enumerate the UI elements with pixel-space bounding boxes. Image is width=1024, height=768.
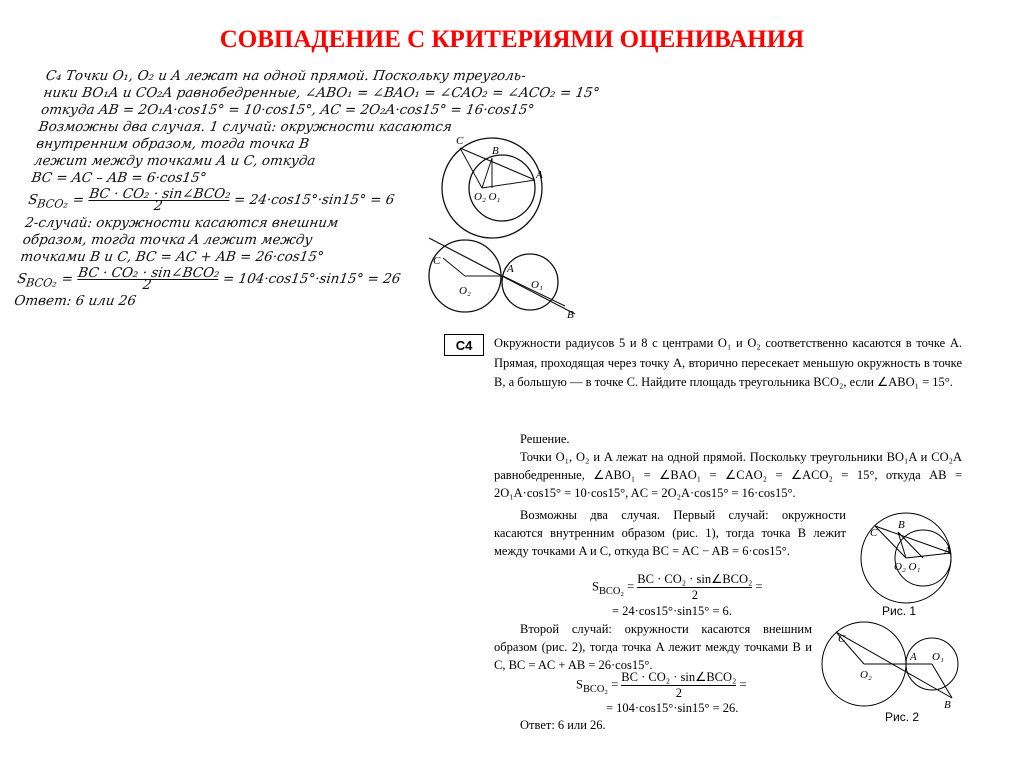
- solution-heading: Решение.: [520, 432, 570, 446]
- task-statement: Окружности радиусов 5 и 8 с центрами O₁ и O₂ соответственно касаются в точке A. Прямая, проходящая через точку A, вторично пересекает меньшую окружность в точке B, а большую — в точке C. Найдите площадь треугольника BCO₂, если ∠ABO₁ = 15°.: [494, 336, 962, 389]
- figure-1-caption: Рис. 1: [882, 604, 917, 618]
- solution-answer: Ответ: 6 или 26.: [520, 718, 606, 732]
- area-formula-2-result: = 104·cos15°·sin15° = 26.: [606, 701, 739, 715]
- hand-answer: Ответ: 6 или 26: [13, 293, 138, 310]
- fig2-label-a: A: [910, 651, 917, 663]
- hand-line: 2-случай: окружности касаются внешним: [24, 214, 340, 231]
- hand-area-formula-2: $S_{BCO_2}$ = $\frac{\text{BC · CO₂ · sin∠BCO₂}}{2}$ = 104·cos15°·sin15° = 26: [16, 264, 402, 293]
- area-formula-2: $S_{BCO_2}$ = BC · CO₂ · sin∠BCO₂ 2 =: [576, 670, 747, 700]
- solution-block-3: [494, 620, 812, 674]
- figure-1: [850, 508, 962, 604]
- hand-fig2-label-o1: O₁: [531, 279, 543, 291]
- hand-figure-1: [430, 130, 555, 240]
- hand-line: Возможны два случая. 1 случай: окружности касаются: [37, 119, 453, 135]
- hand-line: ники BO₁A и CO₂A равнобедренные, ∠ABO₁ = ∠BAO₁ = ∠CAO₂ = ∠ACO₂ = 15°: [42, 85, 601, 101]
- fig2-label-o2: O₂: [860, 669, 872, 681]
- hand-fig2-label-o2: O₂: [459, 285, 471, 297]
- fig2-label-o1: O₁: [932, 651, 944, 663]
- hand-line: лежит между точками A и C, откуда: [32, 153, 317, 169]
- figure-2-caption: Рис. 2: [885, 710, 920, 724]
- solution-paragraph-3: Второй случай: окружности касаются внешним образом (рис. 2), тогда точка A лежит между точками B и C, BC = AC + AB = 26·cos15°.: [494, 622, 812, 672]
- hand-figure-2: [425, 236, 585, 322]
- fig1-label-o2o1: O₂ O₁: [894, 561, 921, 573]
- hand-area-formula-1: $S_{BCO_2}$ = $\frac{\text{BC · CO₂ · sin∠BCO₂}}{2}$ = 24·cos15°·sin15° = 6: [27, 186, 396, 214]
- task-label-box: С4: [444, 334, 484, 356]
- hand-fig2-label-c: C: [433, 255, 441, 267]
- fig1-label-c: C: [870, 527, 878, 539]
- hand-line: точками B и C, BC = AC + AB = 26·cos15°: [19, 248, 325, 265]
- solution-paragraph-1: Точки O₁, O₂ и A лежат на одной прямой. Поскольку треугольники BO₁A и CO₂A равнобедренные, ∠ABO₁ = ∠BAO₁ = ∠CAO₂ = ∠ACO₂ = 15°, откуда AB = 2O₁A·cos15° = 10·cos15°, AC = 2O₂A·cos15° = 16·cos15°.: [494, 450, 962, 500]
- fig2-label-c: C: [838, 633, 846, 645]
- hand-fig1-label-c: C: [456, 135, 464, 147]
- area-formula-1: $S_{BCO_2}$ = BC · CO₂ · sin∠BCO₂ 2 =: [592, 572, 763, 602]
- hand-line: откуда AB = 2O₁A·cos15° = 10·cos15°, AC = 2O₂A·cos15° = 16·cos15°: [40, 102, 536, 118]
- hand-line: внутренним образом, тогда точка B: [35, 136, 311, 152]
- hand-line: C₄ Точки O₁, O₂ и A лежат на одной прямой. Поскольку треуголь-: [44, 68, 527, 84]
- hand-fig1-label-b: B: [492, 145, 499, 157]
- fig1-label-b: B: [898, 519, 905, 531]
- solution-block-2: [494, 506, 846, 560]
- slide-title: СОВПАДЕНИЕ С КРИТЕРИЯМИ ОЦЕНИВАНИЯ: [219, 26, 805, 53]
- hand-line: образом, тогда точка A лежит между: [21, 231, 314, 248]
- hand-fig1-label-a: A: [536, 169, 543, 181]
- hand-fig1-label-o2o1: O₂ O₁: [474, 191, 501, 203]
- fig1-label-a: A: [944, 545, 951, 557]
- hand-fig2-label-a: A: [507, 263, 514, 275]
- figure-2: [820, 616, 970, 712]
- fig2-label-b: B: [944, 699, 951, 711]
- solution-paragraph-2: Возможны два случая. Первый случай: окружности касаются внутренним образом (рис. 1), тогда точка B лежит между точками A и C, откуда BC = AC − AB = 6·cos15°.: [494, 508, 846, 558]
- hand-line: BC = AC – AB = 6·cos15°: [30, 170, 208, 186]
- solution-block-1: [494, 430, 962, 502]
- area-formula-1-result: = 24·cos15°·sin15° = 6.: [612, 604, 732, 618]
- hand-fig2-label-b: B: [567, 309, 574, 321]
